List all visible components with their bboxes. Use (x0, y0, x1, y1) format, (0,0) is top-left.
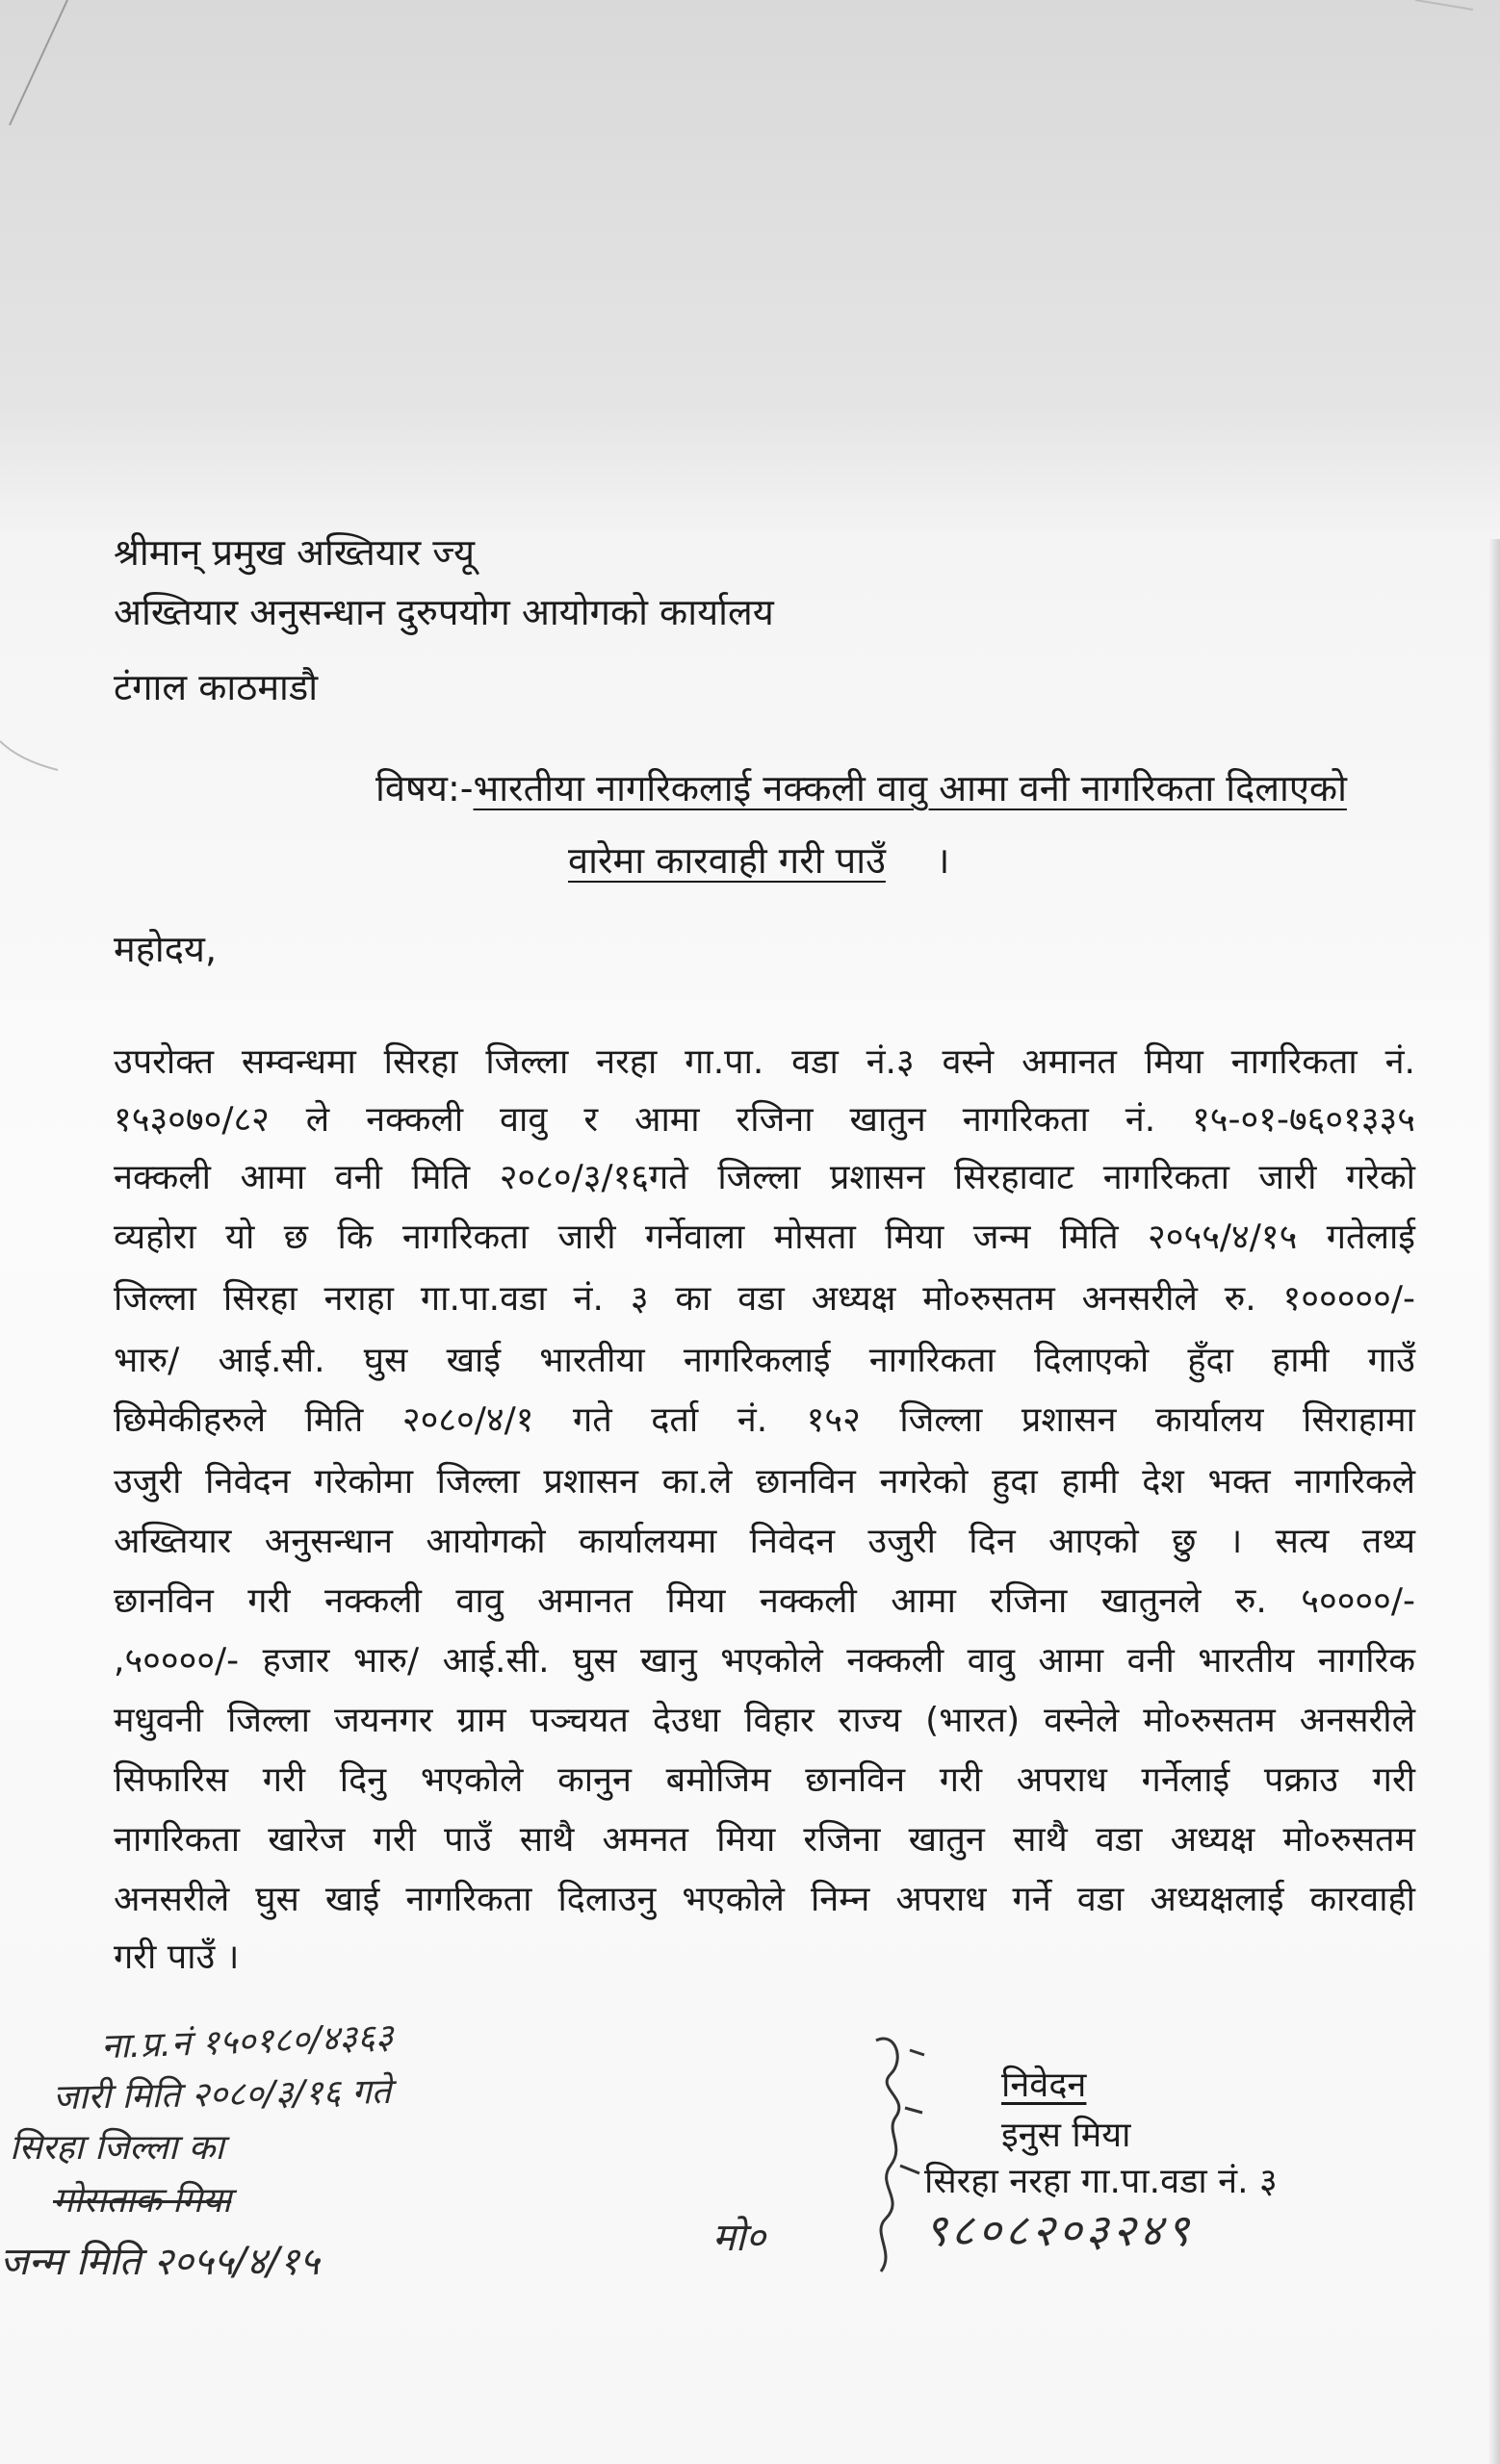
mobile-label: मो० (712, 2216, 766, 2260)
paper-edge (1488, 539, 1500, 2464)
handwritten-note: ना.प्र.नं १५०१८०/४३६३ (100, 2016, 395, 2067)
addressee-line-2: अख्तियार अनुसन्धान दुरुपयोग आयोगको कार्यालय (114, 591, 774, 633)
applicant-address: सिरहा नरहा गा.पा.वडा नं. ३ (924, 2162, 1278, 2201)
body-line: नागरिकता खारेज गरी पाउँ साथै अमनत मिया रजिना खातुन साथै वडा अध्यक्ष मो०रुसतम (114, 1820, 1415, 1860)
body-line: १५३०७०/८२ ले नक्कली वावु र आमा रजिना खातुन नागरिकता नं. १५-०१-७६०१३३५ (114, 1100, 1415, 1140)
body-line: नक्कली आमा वनी मिति २०८०/३/१६गते जिल्ला प्रशासन सिरहावाट नागरिकता जारी गरेको (114, 1158, 1415, 1197)
addressee-line-1: श्रीमान् प्रमुख अख्तियार ज्यू (114, 531, 476, 574)
subject-text-2: वारेमा कारवाही गरी पाउँ (568, 839, 886, 882)
handwritten-note: मोसताक मिया (53, 2181, 232, 2220)
body-line: गरी पाउँ । (114, 1938, 240, 1977)
body-line: अनसरीले घुस खाई नागरिकता दिलाउनु भएकोले निम्न अपराध गर्ने वडा अध्यक्षलाई कारवाही (114, 1880, 1415, 1919)
body-line: छिमेकीहरुले मिति २०८०/४/१ गते दर्ता नं. १५२ जिल्ला प्रशासन कार्यालय सिराहामा (114, 1400, 1415, 1440)
addressee-line-3: टंगाल काठमाडौ (114, 666, 319, 708)
body-line: मधुवनी जिल्ला जयनगर ग्राम पञ्चयत देउधा विहार राज्य (भारत) वस्नेले मो०रुसतम अनसरीले (114, 1701, 1415, 1740)
salutation: महोदय, (114, 928, 218, 970)
body-line: उजुरी निवेदन गरेकोमा जिल्ला प्रशासन का.ले छानविन नगरेको हुदा हामी देश भक्त नागरिकले (114, 1462, 1415, 1502)
body-line: जिल्ला सिरहा नराहा गा.पा.वडा नं. ३ का वडा अध्यक्ष मो०रुसतम अनसरीले रु. १०००००/- (114, 1279, 1415, 1319)
body-line: उपरोक्त सम्वन्धमा सिरहा जिल्ला नरहा गा.पा. वडा नं.३ वस्ने अमानत मिया नागरिकता नं. (114, 1042, 1415, 1082)
body-line: अख्तियार अनुसन्धान आयोगको कार्यालयमा निवेदन उजुरी दिन आएको छु । सत्य तथ्य (114, 1522, 1415, 1561)
body-line: छानविन गरी नक्कली वावु अमानत मिया नक्कली आमा रजिना खातुनले रु. ५००००/- (114, 1581, 1415, 1621)
applicant-block (712, 2021, 1463, 2406)
subject-line-1 (375, 765, 1347, 811)
subject-line-2 (568, 837, 949, 884)
body-line: भारु/ आई.सी. घुस खाई भारतीया नागरिकलाई नागरिकता दिलाएको हुँदा हामी गाउँ (114, 1341, 1415, 1380)
body-line: व्यहोरा यो छ कि नागरिकता जारी गर्नेवाला मोसता मिया जन्म मिति २०५५/४/१५ गतेलाई (114, 1218, 1415, 1257)
handwritten-note: सिरहा जिल्ला का (10, 2128, 224, 2168)
body-line: सिफारिस गरी दिनु भएकोले कानुन बमोजिम छानविन गरी अपराध गर्नेलाई पक्राउ गरी (114, 1760, 1415, 1800)
applicant-name: इनुस मिया (1001, 2116, 1131, 2155)
mobile-number: ९८०८२०३२४९ (924, 2204, 1194, 2256)
body-line: ,५००००/- हजार भारु/ आई.सी. घुस खानु भएकोले नक्कली वावु आमा वनी भारतीय नागरिक (114, 1641, 1415, 1681)
subject-text-1: भारतीया नागरिकलाई नक्कली वावु आमा वनी नागरिकता दिलाएको (473, 767, 1347, 809)
handwritten-note: जारी मिति २०८०/३/१६ गते (52, 2071, 392, 2118)
subject-end-mark: । (936, 839, 950, 882)
handwritten-note: जन्म मिति २०५५/४/१५ (0, 2240, 320, 2284)
subject-label: विषय:- (375, 767, 474, 809)
applicant-title: निवेदन (1001, 2066, 1087, 2105)
